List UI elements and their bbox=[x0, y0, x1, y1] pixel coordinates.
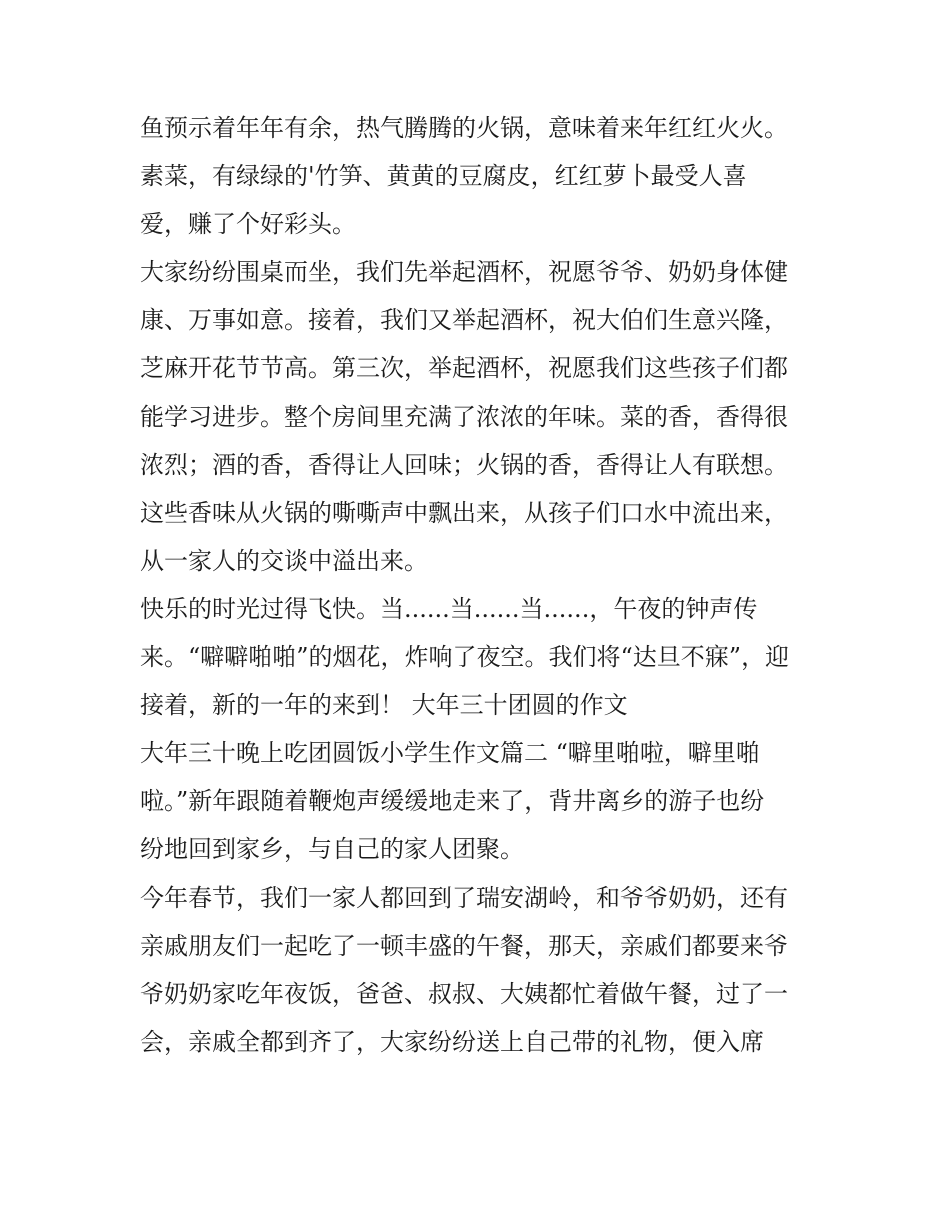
text-line: 啦。”新年跟随着鞭炮声缓缓地走来了，背井离乡的游子也纷 bbox=[140, 787, 765, 816]
text-line: 爱，赚了个好彩头。 bbox=[140, 210, 356, 239]
text-line: 浓烈；酒的香，香得让人回味；火锅的香，香得让人有联想。 bbox=[140, 450, 788, 479]
text-line: 大年三十晚上吃团圆饭小学生作文篇二 “噼里啪啦，噼里啪 bbox=[140, 739, 760, 768]
text-line: 快乐的时光过得飞快。当......当......当......，午夜的钟声传 bbox=[140, 594, 758, 623]
text-line: 康、万事如意。接着，我们又举起酒杯，祝大伯们生意兴隆， bbox=[140, 306, 788, 335]
text-line: 今年春节，我们一家人都回到了瑞安湖岭，和爷爷奶奶，还有 bbox=[140, 883, 788, 912]
text-line: 来。“噼噼啪啪”的烟花，炸响了夜空。我们将“达旦不寐”，迎 bbox=[140, 643, 790, 672]
text-line: 这些香味从火锅的嘶嘶声中飘出来，从孩子们口水中流出来， bbox=[140, 498, 788, 527]
text-line: 从一家人的交谈中溢出来。 bbox=[140, 546, 428, 575]
text-line: 爷奶奶家吃年夜饭，爸爸、叔叔、大姨都忙着做午餐，过了一 bbox=[140, 979, 788, 1008]
text-line: 大家纷纷围桌而坐，我们先举起酒杯，祝愿爷爷、奶奶身体健 bbox=[140, 258, 788, 287]
text-line: 素菜，有绿绿的'竹笋、黄黄的豆腐皮，红红萝卜最受人喜 bbox=[140, 162, 747, 191]
text-line: 亲戚朋友们一起吃了一顿丰盛的午餐，那天，亲戚们都要来爷 bbox=[140, 931, 788, 960]
text-line: 芝麻开花节节高。第三次，举起酒杯，祝愿我们这些孩子们都 bbox=[140, 354, 788, 383]
text-line: 能学习进步。整个房间里充满了浓浓的年味。菜的香，香得很 bbox=[140, 402, 788, 431]
text-line: 纷地回到家乡，与自己的家人团聚。 bbox=[140, 835, 524, 864]
essay-body bbox=[140, 104, 830, 1066]
text-line: 鱼预示着年年有余，热气腾腾的火锅，意味着来年红红火火。 bbox=[140, 114, 788, 142]
text-line: 会，亲戚全都到齐了，大家纷纷送上自己带的礼物，便入席 bbox=[140, 1027, 764, 1056]
text-line: 接着，新的一年的来到！ 大年三十团圆的作文 bbox=[140, 691, 628, 720]
